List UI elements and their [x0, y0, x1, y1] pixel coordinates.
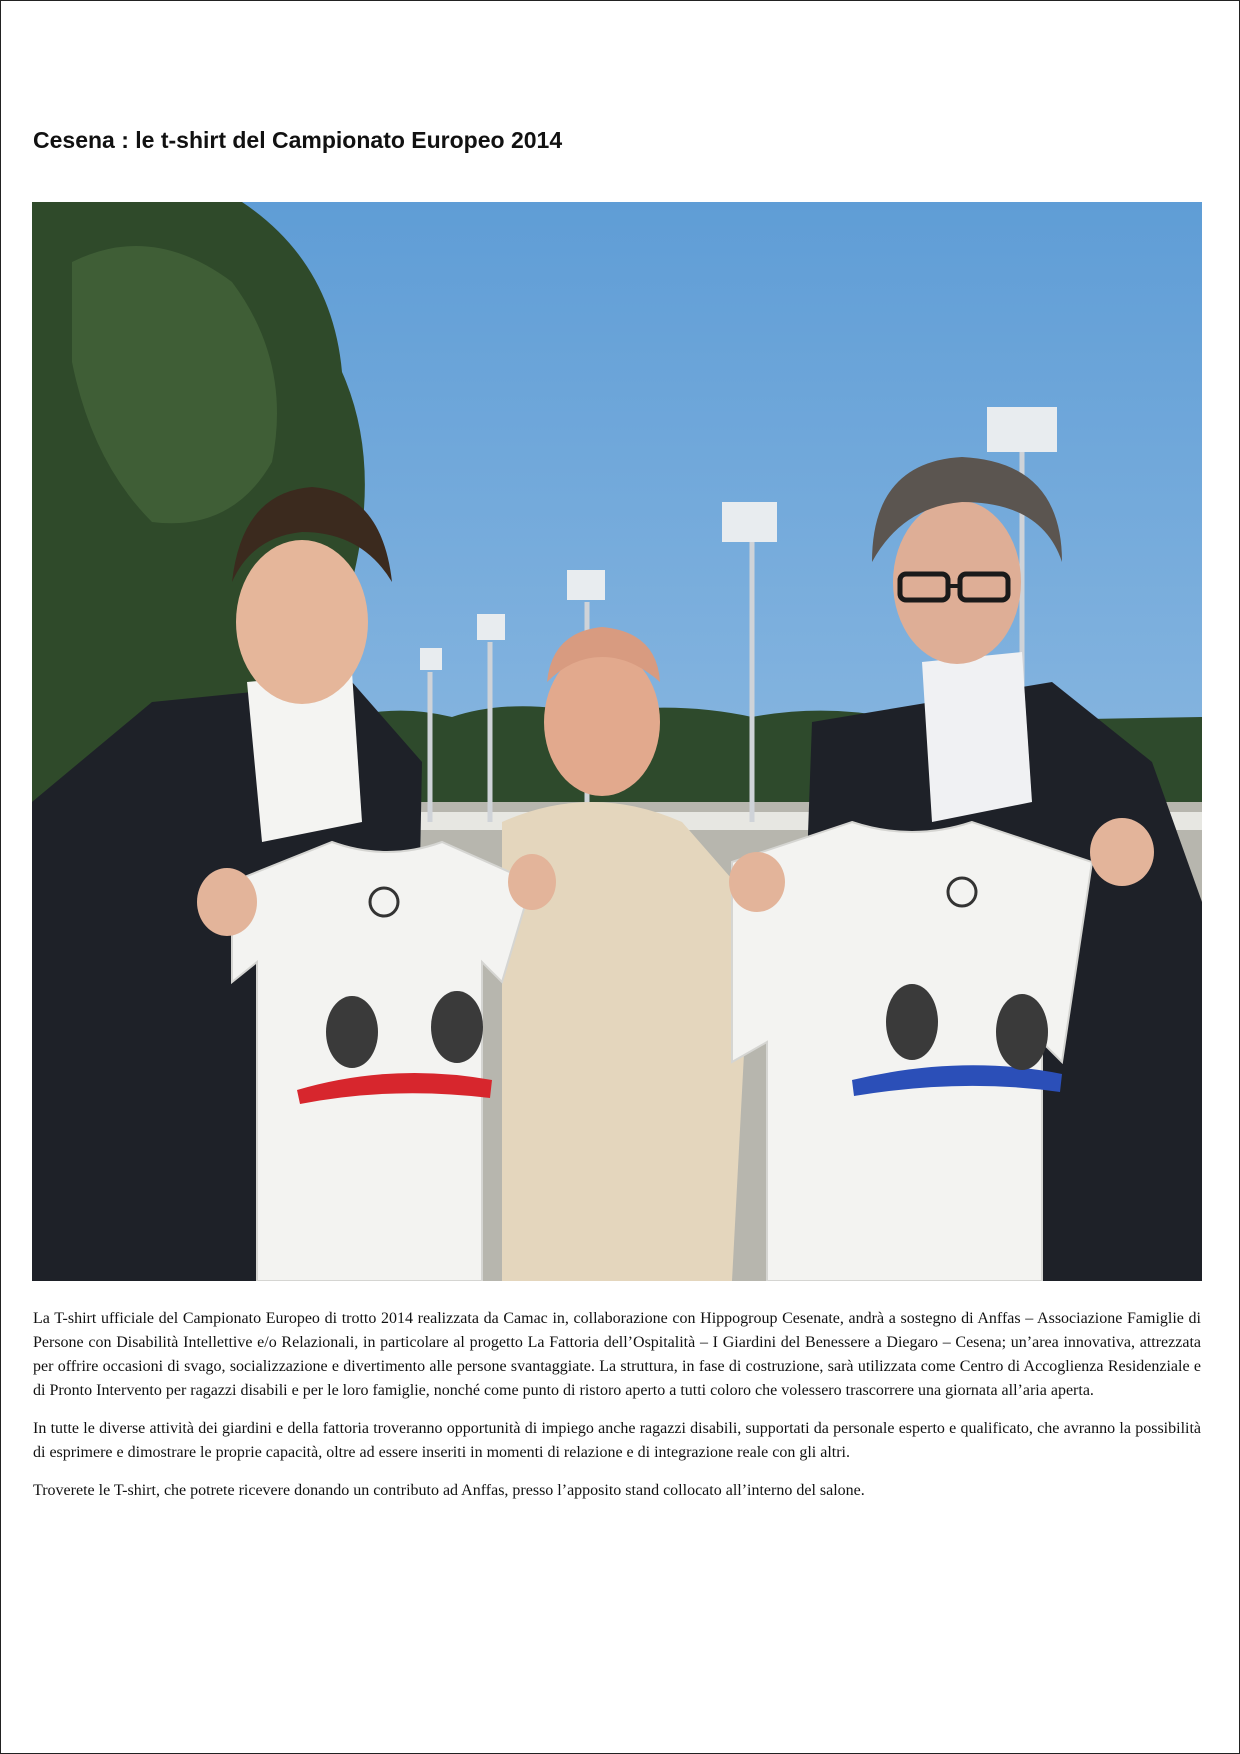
tshirt-blue: [732, 822, 1092, 1281]
article-photo: [32, 202, 1202, 1281]
article-title: Cesena : le t-shirt del Campionato Europeo 2014: [33, 127, 563, 153]
paragraph-1: La T-shirt ufficiale del Campionato Europeo di trotto 2014 realizzata da Camac in, collaborazione con Hippogroup Cesenate, andrà a sostegno di Anffas – Associazione Famiglie di Persone con Disabilità Intellettive e/o Relazionali, in particolare al progetto La Fattoria dell’Ospitalità – I Giardini del Benessere a Diegaro – Cesena; un’area innovativa, attrezzata per offrire occasioni di svago, socializzazione e divertimento alle persone svantaggiate. La struttura, in fase di costruzione, sarà utilizzata come Centro di Accoglienza Residenziale e di Pronto Intervento per ragazzi disabili e per le loro famiglie, nonché come punto di ristoro aperto a tutti coloro che volessero trascorrere una giornata all’aria aperta.: [33, 1310, 1201, 1399]
article-body: [33, 1307, 1201, 1517]
paragraph-3: Troverete le T-shirt, che potrete ricevere donando un contributo ad Anffas, presso l’apposito stand collocato all’interno del salone.: [33, 1482, 865, 1499]
paragraph-2: In tutte le diverse attività dei giardini e della fattoria troveranno opportunità di impiego anche ragazzi disabili, supportati da personale esperto e qualificato, che avranno la possibilità di esprimere e dimostrare le proprie capacità, oltre ad essere inseriti in momenti di relazione e di integrazione reale con gli altri.: [33, 1420, 1201, 1461]
photo-illustration: [32, 202, 1202, 1281]
